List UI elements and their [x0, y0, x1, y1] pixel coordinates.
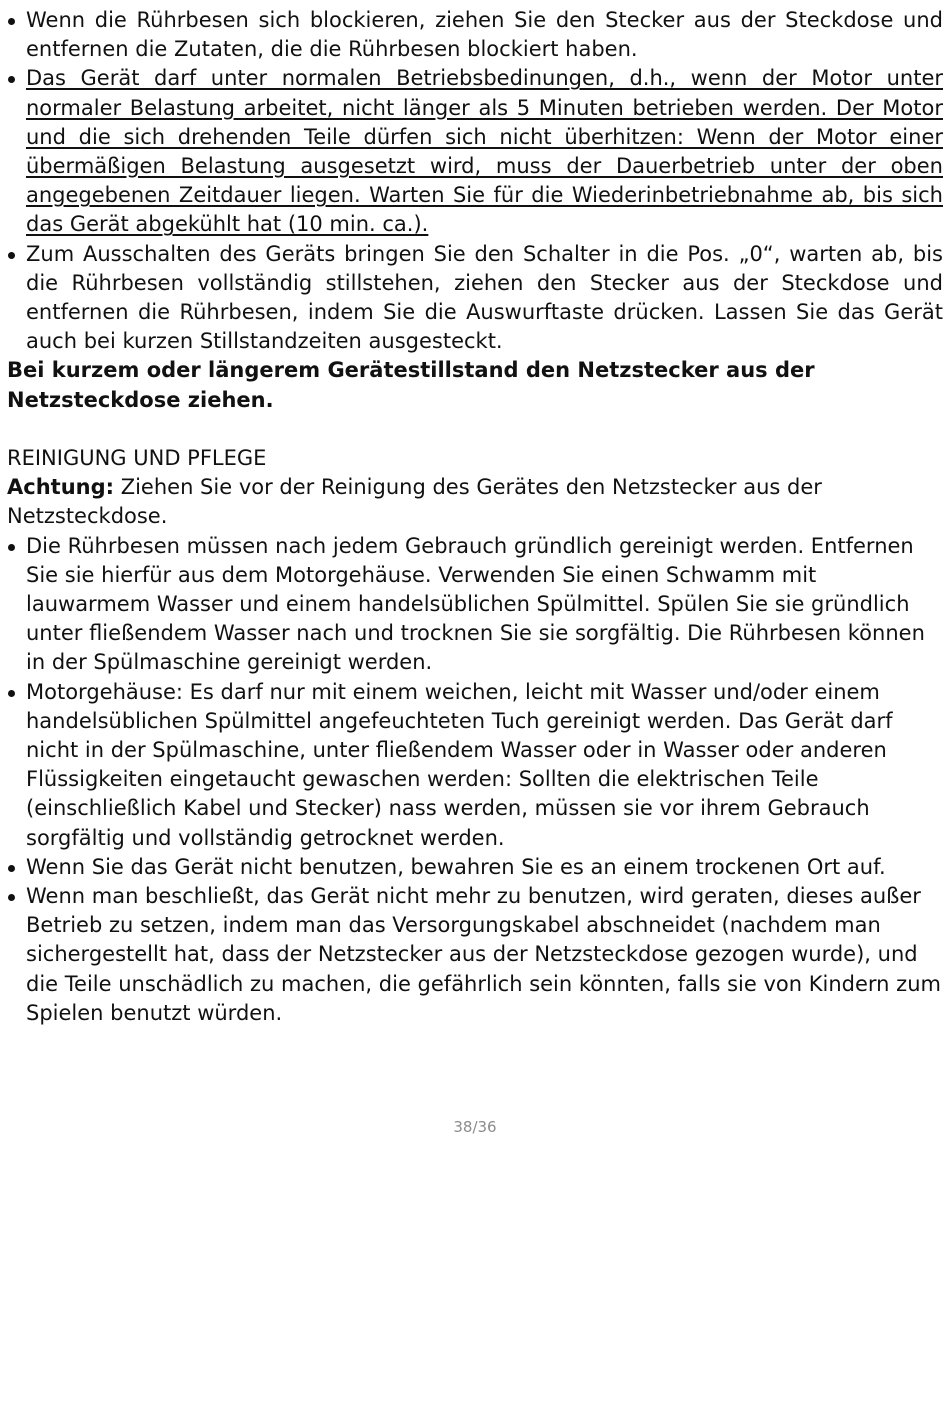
section-title-cleaning: REINIGUNG UND PFLEGE [7, 446, 267, 471]
cleaning-bullet-list [7, 532, 943, 1028]
bullet-text: Wenn die Rührbesen sich blockieren, ziehen Sie den Stecker aus der Steckdose und entfernen die Zutaten, die die Rührbesen blockiert haben. [26, 8, 943, 62]
bullet-item-storage [7, 853, 943, 882]
bullet-item-whisks [7, 532, 943, 678]
usage-bullet-list [7, 6, 943, 356]
bullet-text: Wenn man beschließt, das Gerät nicht mehr zu benutzen, wird geraten, dieses außer Betrieb zu setzen, indem man das Versorgungskabel abschneidet (nachdem man sichergestellt hat, dass der Netzstecker aus der Netzsteckdose gezogen wurde), und die Teile unschädlich zu machen, die gefährlich sein könnten, falls sie von Kindern zum Spielen benutzt würden. [26, 884, 941, 1025]
warning-paragraph [7, 473, 943, 531]
bullet-text: Motorgehäuse: Es darf nur mit einem weichen, leicht mit Wasser und/oder einem handelsüblichen Spülmittel angefeuchteten Tuch gereinigt werden. Das Gerät darf nicht in der Spülmaschine, unter fließendem Wasser oder in Wasser oder anderen Flüssigkeiten eingetaucht gewaschen werden: Sollten die elektrischen Teile (einschließlich Kabel und Stecker) nass werden, müssen sie vor ihrem Gebrauch sorgfältig und vollständig getrocknet werden. [26, 679, 893, 850]
bullet-text: Wenn Sie das Gerät nicht benutzen, bewahren Sie es an einem trockenen Ort auf. [26, 854, 886, 879]
warning-label: Achtung: [7, 475, 115, 500]
unplug-note: Bei kurzem oder längerem Gerätestillstand den Netzstecker aus der Netzsteckdose ziehen. [7, 358, 815, 412]
document-page [7, 6, 943, 1028]
page-number: 38/36 [453, 1118, 497, 1136]
bullet-text-underlined: Das Gerät darf unter normalen Betriebsbedinungen, d.h., wenn der Motor unter normaler Belastung arbeitet, nicht länger als 5 Minuten betrieben werden. Der Motor und die sich drehenden Teile dürfen sich nicht überhitzen: Wenn der Motor einer übermäßigen Belastung ausgesetzt wird, muss der Dauerbetrieb unter der oben angegebenen Zeitdauer liegen. Warten Sie für die Wiederinbetriebnahme ab, bis sich das Gerät abgekühlt hat (10 min. ca.). [26, 66, 943, 237]
bullet-item-disposal [7, 882, 943, 1028]
bullet-text: Zum Ausschalten des Geräts bringen Sie den Schalter in die Pos. „0“, warten ab, bis die Rührbesen vollständig stillstehen, ziehen den Stecker aus der Steckdose und entfernen die Rührbesen, indem Sie die Auswurftaste drücken. Lassen Sie das Gerät auch bei kurzen Stillstandzeiten ausgesteckt. [26, 241, 943, 354]
bullet-item-blocking [7, 6, 943, 64]
bullet-item-operating-time [7, 64, 943, 239]
blank-line [7, 415, 943, 444]
warning-text: Ziehen Sie vor der Reinigung des Gerätes den Netzstecker aus der Netzsteckdose. [7, 475, 822, 529]
bullet-text: Die Rührbesen müssen nach jedem Gebrauch gründlich gereinigt werden. Entfernen Sie sie hierfür aus dem Motorgehäuse. Verwenden Sie einen Schwamm mit lauwarmem Wasser und einem handelsüblichen Spülmittel. Spülen Sie sie gründlich unter fließendem Wasser nach und trocknen Sie sie sorgfältig. Die Rührbesen können in der Spülmaschine gereinigt werden. [26, 533, 925, 675]
bullet-item-switch-off [7, 240, 943, 357]
bullet-item-motor-housing [7, 678, 943, 853]
